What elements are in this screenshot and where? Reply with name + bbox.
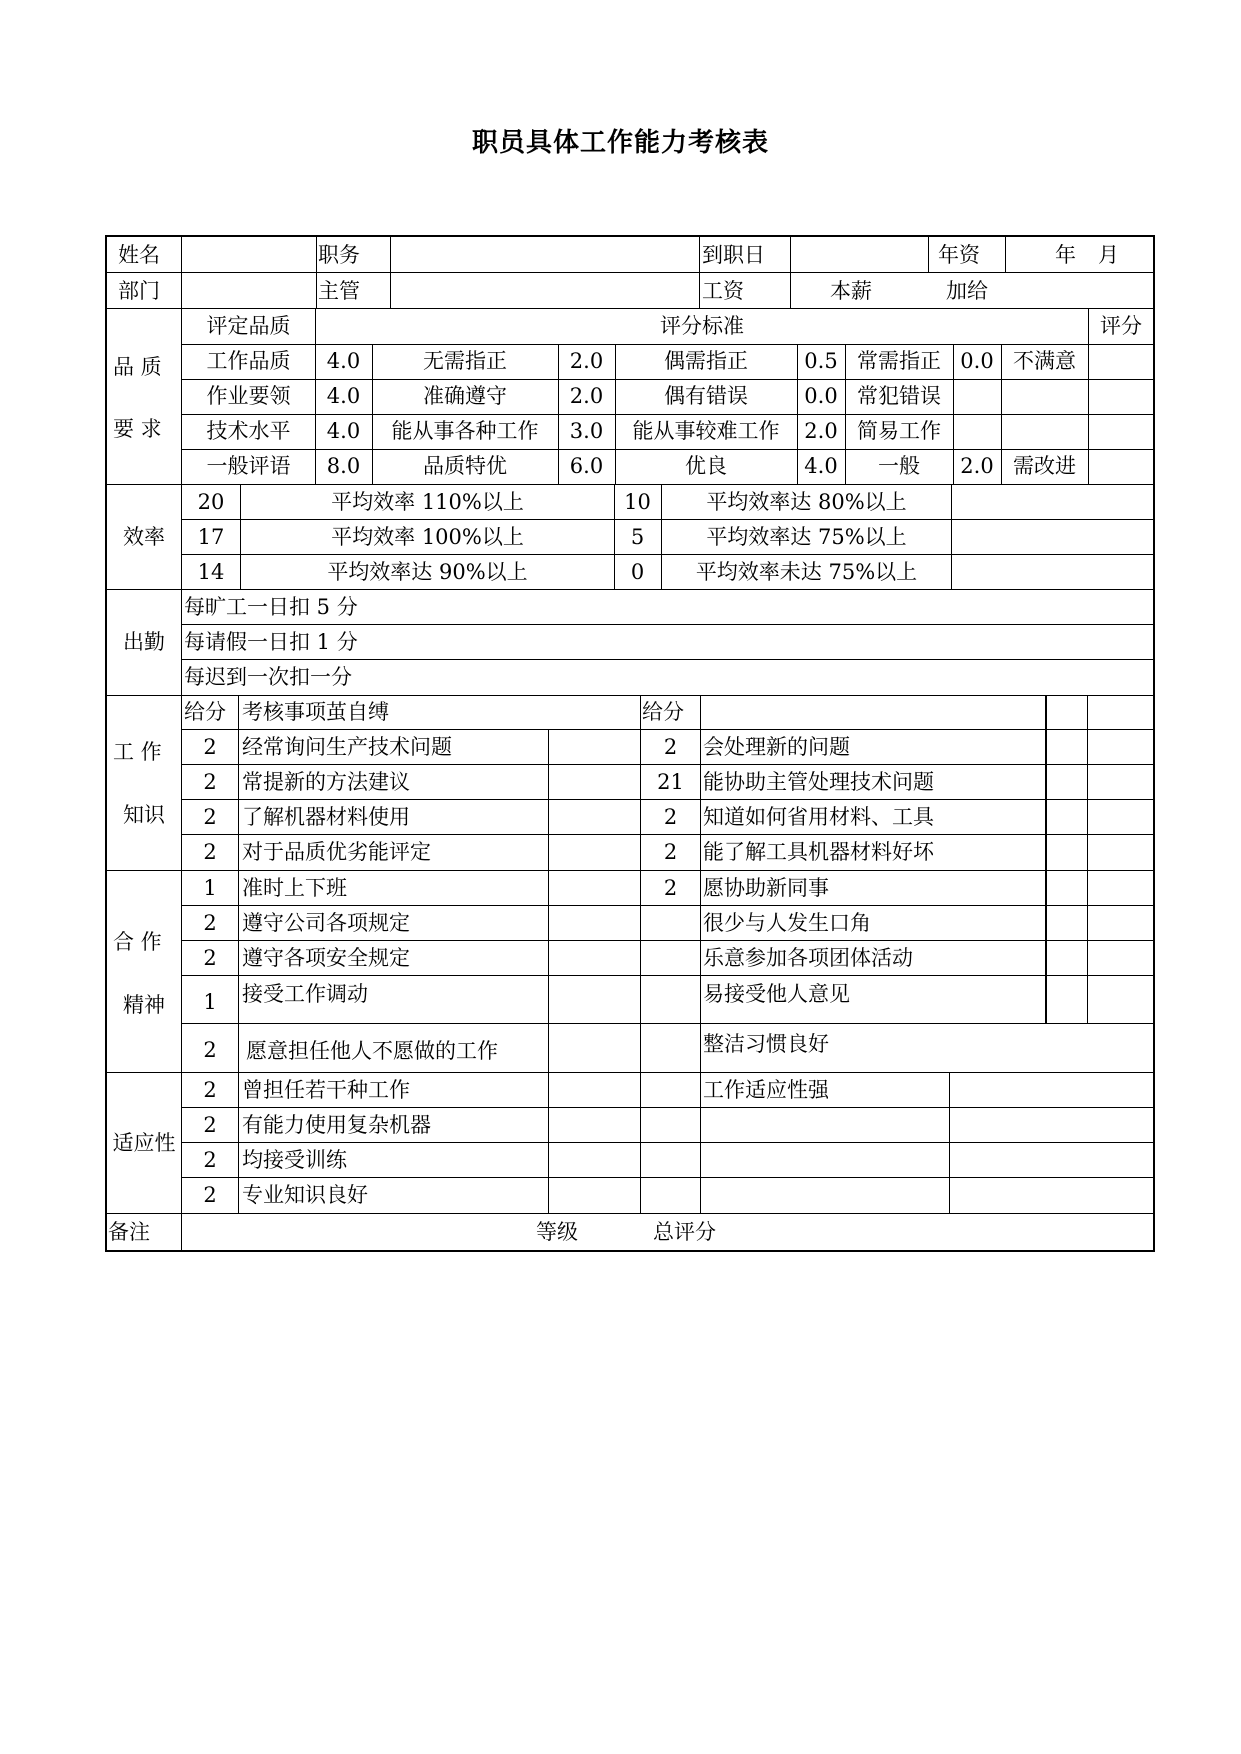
grid-line (181, 764, 1155, 765)
grid-line (790, 235, 791, 308)
grid-line (181, 1107, 1155, 1108)
assessment-item: 遵守各项安全规定 (242, 946, 410, 970)
score-value: 2 (203, 1183, 217, 1207)
assessment-item: 了解机器材料使用 (242, 805, 410, 829)
grid-line (105, 1072, 1155, 1073)
score-value: 4.0 (326, 349, 361, 373)
grid-line (181, 624, 1155, 625)
page-title: 职员具体工作能力考核表 (471, 128, 769, 158)
grade-label: 等级 (536, 1220, 578, 1244)
quality-score-header: 评分 (1100, 314, 1142, 338)
grid-line (181, 659, 1155, 660)
grid-line (181, 519, 1155, 520)
remarks-label: 备注 (108, 1220, 150, 1244)
quality-section-label: 品 质 (113, 355, 162, 379)
criteria-text: 平均效率 100%以上 (331, 525, 524, 549)
assessment-item: 经常询问生产技术问题 (242, 735, 452, 759)
criteria-text: 平均效率达 90%以上 (327, 560, 528, 584)
criteria-text: 平均效率未达 75%以上 (695, 560, 918, 584)
grid-line (105, 235, 107, 1252)
score-value: 2.0 (804, 419, 838, 443)
score-value: 4.0 (326, 384, 361, 408)
grid-line (181, 940, 1155, 941)
score-value: 2 (203, 735, 217, 759)
knowledge-section-label: 工 作 (113, 740, 162, 764)
grid-line (700, 695, 701, 1213)
criteria-text: 品质特优 (423, 454, 507, 478)
assessment-item: 有能力使用复杂机器 (242, 1113, 431, 1137)
grid-line (548, 729, 549, 1213)
assessment-item: 专业知识良好 (242, 1183, 368, 1207)
attendance-rule: 每迟到一次扣一分 (184, 665, 352, 689)
assessment-item: 会处理新的问题 (703, 735, 850, 759)
item-header: 考核事项茧自缚 (242, 700, 389, 724)
score-value: 2 (203, 840, 217, 864)
position-label: 职务 (318, 243, 360, 267)
hire-date-label: 到职日 (702, 243, 765, 267)
assessment-item: 愿意担任他人不愿做的工作 (246, 1039, 498, 1063)
grid-line (181, 834, 1155, 835)
name-label: 姓名 (118, 243, 160, 267)
salary-label: 工资 (702, 279, 744, 303)
criteria-text: 一般 (878, 454, 920, 478)
assessment-item: 知道如何省用材料、工具 (703, 805, 934, 829)
score-value: 14 (197, 560, 225, 584)
assessment-item: 易接受他人意见 (703, 982, 850, 1006)
score-value: 2 (663, 876, 678, 900)
criteria-text: 偶有错误 (664, 384, 748, 408)
grid-line (181, 1142, 1155, 1143)
grid-line (181, 975, 1155, 976)
assessment-item: 工作适应性强 (703, 1078, 829, 1102)
score-value: 2 (203, 911, 217, 935)
grid-line (390, 235, 391, 308)
criteria-text: 平均效率达 75%以上 (706, 525, 907, 549)
score-value: 2 (203, 1113, 217, 1137)
grid-line (181, 379, 1155, 380)
score-value: 2 (203, 946, 217, 970)
score-header: 给分 (184, 700, 226, 724)
grid-line (181, 799, 1155, 800)
assessment-item: 曾担任若干种工作 (242, 1078, 410, 1102)
score-value: 1 (203, 990, 217, 1014)
assessment-item: 对于品质优劣能评定 (242, 840, 431, 864)
department-label: 部门 (118, 279, 160, 303)
grid-line (181, 554, 1155, 555)
seniority-label: 年资 (938, 243, 980, 267)
score-value: 2 (663, 805, 678, 829)
score-value: 2 (203, 1078, 217, 1102)
teamwork-section-label: 精神 (123, 993, 165, 1017)
score-value: 21 (657, 770, 684, 794)
teamwork-section-label: 合 作 (113, 930, 162, 954)
grid-line (181, 344, 1155, 345)
grid-line (105, 1213, 1155, 1214)
bonus-label: 加给 (946, 279, 988, 303)
quality-item-header: 评定品质 (206, 314, 291, 338)
attendance-section-label: 出勤 (123, 630, 165, 654)
grid-line (105, 589, 1155, 590)
score-value: 0.0 (960, 349, 994, 373)
knowledge-section-label: 知识 (123, 803, 165, 827)
grid-line (181, 1177, 1155, 1178)
assessment-item: 能了解工具机器材料好坏 (703, 840, 934, 864)
score-value: 17 (197, 525, 225, 549)
assessment-item: 乐意参加各项团体活动 (703, 946, 913, 970)
grid-line (238, 695, 239, 1213)
score-value: 6.0 (569, 454, 604, 478)
quality-item: 技术水平 (206, 419, 291, 443)
criteria-text: 需改进 (1013, 454, 1076, 478)
score-value: 2 (203, 770, 217, 794)
base-pay-label: 本薪 (830, 279, 872, 303)
score-value: 2 (203, 1148, 217, 1172)
grid-line (181, 449, 1155, 450)
score-value: 2.0 (569, 384, 604, 408)
grid-line (105, 484, 1155, 485)
score-value: 2.0 (569, 349, 604, 373)
score-value: 0 (630, 560, 645, 584)
criteria-text: 平均效率 110%以上 (331, 490, 524, 514)
grid-line (105, 308, 1155, 309)
assessment-item: 接受工作调动 (242, 982, 368, 1006)
grid-line (181, 1023, 1155, 1024)
assessment-item: 整洁习惯良好 (703, 1032, 829, 1056)
efficiency-section-label: 效率 (123, 525, 165, 549)
grid-line (105, 695, 1155, 696)
assessment-item: 均接受训练 (242, 1148, 347, 1172)
criteria-text: 能从事较难工作 (632, 419, 780, 443)
criteria-text: 能从事各种工作 (391, 419, 539, 443)
grid-line (951, 484, 952, 589)
assessment-item: 常提新的方法建议 (242, 770, 410, 794)
quality-section-label: 要 求 (113, 417, 162, 441)
grid-line (105, 1250, 1155, 1252)
assessment-item: 愿协助新同事 (703, 876, 829, 900)
score-value: 1 (203, 876, 217, 900)
assessment-item: 准时上下班 (242, 876, 347, 900)
criteria-text: 常犯错误 (857, 384, 941, 408)
quality-item: 一般评语 (206, 454, 291, 478)
grid-line (181, 905, 1155, 906)
criteria-text: 无需指正 (423, 349, 507, 373)
score-value: 0.5 (804, 349, 838, 373)
quality-item: 作业要领 (206, 384, 291, 408)
grid-line (1087, 695, 1088, 1023)
score-value: 2 (203, 805, 217, 829)
score-value: 4.0 (326, 419, 361, 443)
year-label: 年 (1055, 243, 1076, 267)
criteria-text: 常需指正 (857, 349, 941, 373)
score-value: 5 (630, 525, 645, 549)
grid-line (105, 272, 1155, 273)
attendance-rule: 每请假一日扣 1 分 (184, 630, 358, 654)
score-value: 2 (663, 735, 678, 759)
attendance-rule: 每旷工一日扣 5 分 (184, 595, 358, 619)
grid-line (1005, 235, 1006, 272)
score-value: 2.0 (960, 454, 994, 478)
score-value: 8.0 (326, 454, 361, 478)
assessment-item: 能协助主管处理技术问题 (703, 770, 934, 794)
criteria-text: 不满意 (1013, 349, 1076, 373)
adaptability-section-label: 适应性 (112, 1131, 176, 1155)
score-value: 3.0 (569, 419, 604, 443)
criteria-text: 偶需指正 (664, 349, 748, 373)
score-header: 给分 (642, 700, 684, 724)
supervisor-label: 主管 (318, 279, 360, 303)
grid-line (316, 235, 317, 308)
grid-line (928, 235, 929, 272)
grid-line (699, 235, 700, 308)
assessment-item: 遵守公司各项规定 (242, 911, 410, 935)
quality-criteria-header: 评分标准 (660, 314, 744, 338)
score-value: 0.0 (804, 384, 838, 408)
criteria-text: 简易工作 (857, 419, 941, 443)
quality-item: 工作品质 (206, 349, 291, 373)
criteria-text: 平均效率达 80%以上 (706, 490, 907, 514)
score-value: 4.0 (804, 454, 838, 478)
grid-line (1153, 235, 1155, 1252)
grid-line (105, 870, 1155, 871)
criteria-text: 准确遵守 (423, 384, 507, 408)
grid-line (1045, 695, 1047, 1023)
score-value: 2 (203, 1038, 217, 1062)
month-label: 月 (1098, 243, 1119, 267)
score-value: 2 (663, 840, 678, 864)
assessment-item: 很少与人发生口角 (703, 911, 871, 935)
total-score-label: 总评分 (653, 1220, 716, 1244)
grid-line (949, 1072, 950, 1213)
grid-line (181, 414, 1155, 415)
grid-line (105, 235, 1155, 237)
grid-line (181, 729, 1155, 730)
score-value: 20 (197, 490, 225, 514)
score-value: 10 (624, 490, 651, 514)
criteria-text: 优良 (685, 454, 727, 478)
